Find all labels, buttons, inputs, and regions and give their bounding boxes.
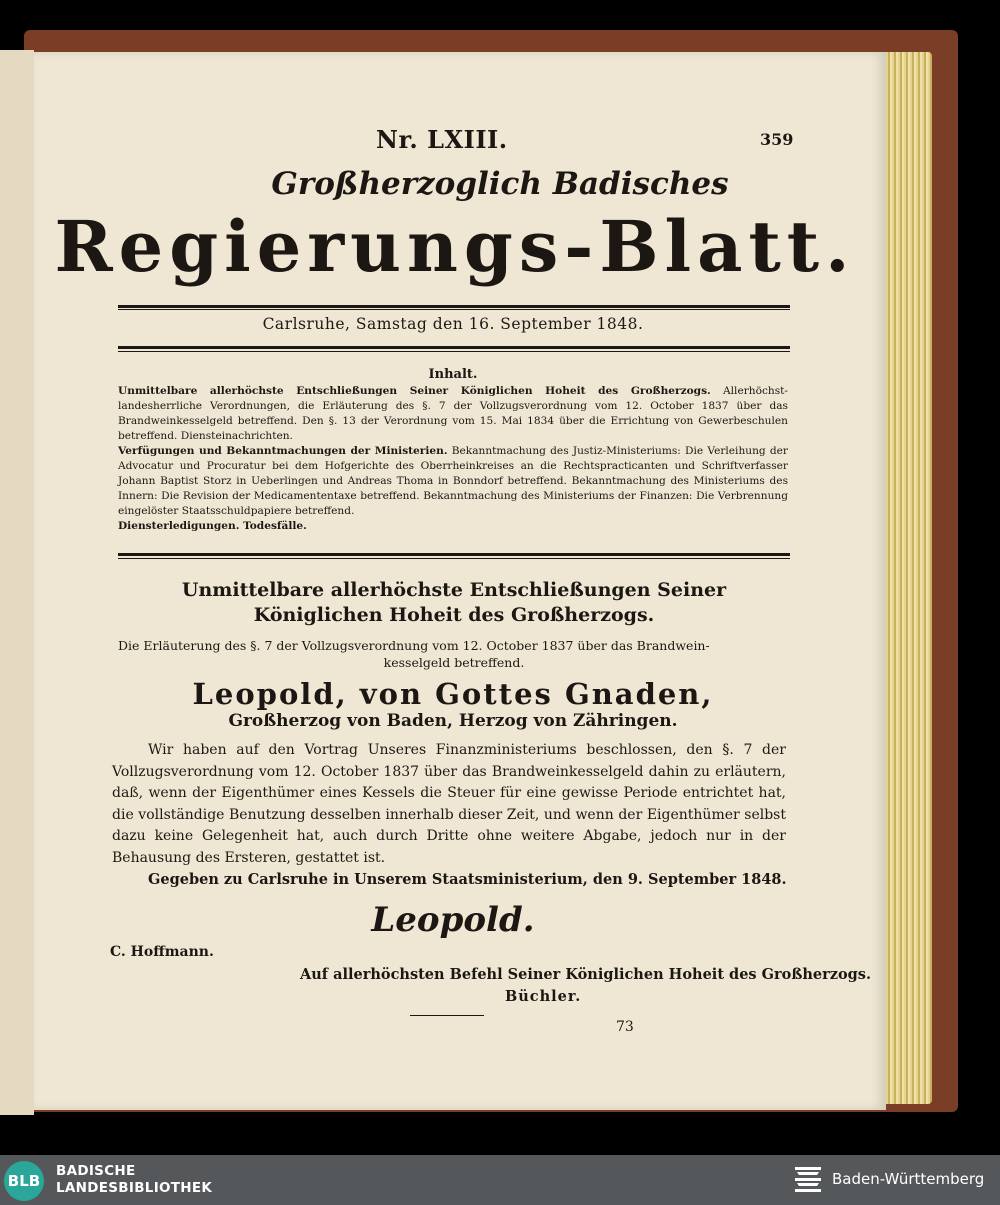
library-name-line: LANDESBIBLIOTHEK	[56, 1180, 213, 1196]
toc-title: Inhalt.	[428, 367, 478, 382]
sovereign-name: Leopold, von Gottes Gnaden,	[192, 677, 714, 711]
signature-left: C. Hoffmann.	[110, 944, 214, 960]
issue-number: Nr. LXIII.	[376, 125, 508, 154]
page-edges	[880, 52, 932, 1104]
toc-paragraph	[118, 519, 788, 534]
toc-text: Bekanntmachung des Justiz-Ministeriums: Die Verleihung der Advocatur und Procuratur bei dem Hofgerichte des Oberrheinkreises an die Rechtspracticanten und Schriftverfasser Johann Baptist Storz in Ueberlingen und Andreas Thoma in Bonndorf betreffend. Bekanntmachung des Ministeriums des Innern: Die Revision der Medicamententaxe betreffend. Bekanntmachung des Ministeriums der Finanzen: Die Verbrennung eingelöster Staatsschuldpapiere betreffend.	[118, 445, 788, 517]
countersign-name: Büchler.	[505, 988, 582, 1005]
footer-bar	[0, 1155, 1000, 1205]
state-name[interactable]: Baden-Württemberg	[832, 1170, 985, 1188]
countersign-line: Auf allerhöchsten Befehl Seiner Königlichen Hoheit des Großherzogs.	[300, 966, 872, 983]
journal-title: Regierungs-Blatt.	[54, 205, 856, 288]
dateline: Carlsruhe, Samstag den 16. September 1848.	[262, 315, 644, 333]
decree-subject	[118, 637, 790, 671]
header-rule-top	[118, 305, 790, 308]
toc-heading: Diensterledigungen. Todesfälle.	[118, 520, 307, 532]
toc-paragraph	[118, 384, 788, 444]
toc-paragraph	[118, 444, 788, 519]
decree-body: Wir haben auf den Vortrag Unseres Finanzministeriums beschlossen, den §. 7 der Vollzugsverordnung vom 12. October 1837 über das Brandweinkesselgeld dahin zu erläutern, daß, wenn der Eigenthümer eines Kessels die Steuer für eine gewisse Periode entrichtet hat, die vollständige Benutzung desselben innerhalb dieser Zeit, und wenn der Eigenthümer selbst dazu keine Gelegenheit hat, auch durch Dritte ohne weitere Abgabe, jedoch nur in der Behausung des Ersteren, gestattet ist.	[112, 742, 786, 866]
facing-page-edge	[0, 50, 34, 1115]
sovereign-titles: Großherzog von Baden, Herzog von Zähringen.	[228, 711, 678, 731]
coat-of-arms-icon	[792, 1163, 824, 1197]
library-name-line: BADISCHE	[56, 1163, 136, 1179]
blb-logo-icon[interactable]: BLB	[4, 1161, 44, 1201]
header-rule-top-thin	[118, 309, 790, 310]
page-number: 359	[760, 130, 794, 149]
signature-number: 73	[616, 1019, 634, 1035]
toc-rule-thin	[118, 558, 790, 559]
signature-main: Leopold.	[371, 900, 535, 940]
section-heading: Unmittelbare allerhöchste Entschließungen Seiner Königlichen Hoheit des Großherzogs.	[181, 579, 727, 626]
dateline-rule	[118, 346, 790, 349]
signature-rule	[410, 1015, 484, 1016]
toc-heading: Verfügungen und Bekanntmachungen der Ministerien.	[118, 445, 448, 457]
dateline-rule-thin	[118, 351, 790, 352]
toc-heading: Unmittelbare allerhöchste Entschließungen Seiner Königlichen Hoheit des Großherzogs.	[118, 385, 711, 397]
library-name[interactable]	[56, 1163, 212, 1197]
table-of-contents	[118, 367, 788, 534]
decree-subject-line: kesselgeld betreffend.	[383, 655, 525, 670]
decree-subject-line: Die Erläuterung des §. 7 der Vollzugsverordnung vom 12. October 1837 über das Brandwein-	[118, 638, 710, 653]
given-at: Gegeben zu Carlsruhe in Unserem Staatsministerium, den 9. September 1848.	[148, 871, 787, 888]
journal-subtitle: Großherzoglich Badisches	[271, 166, 729, 202]
toc-rule	[118, 553, 790, 556]
toc-text: Allerhöchst-landesherrliche Verordnungen, die Erläuterung des §. 7 der Vollzugsverordnung vom 12. October 1837 über das Brandweinkesselgeld betreffend. Den §. 13 der Verordnung vom 15. Mai 1834 über die Errichtung von Gewerbeschulen betreffend. Diensteinachrichten.	[118, 385, 789, 442]
